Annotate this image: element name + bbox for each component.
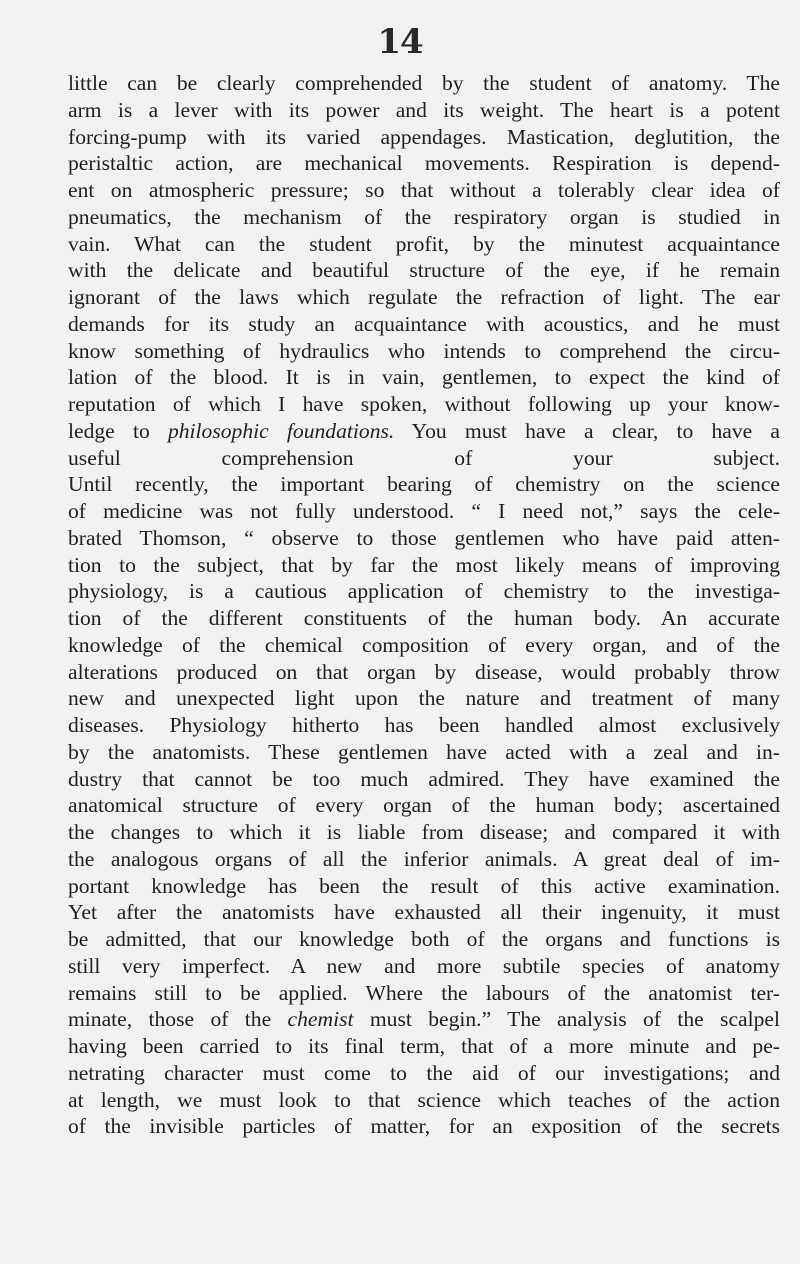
text-line: knowledge of the chemical composition of every organ, and of the bbox=[68, 632, 780, 657]
text-line: be admitted, that our knowledge both of the organs and functions is bbox=[68, 927, 780, 951]
text-line: demands for its study an acquaintance with acoustics, and he must bbox=[68, 311, 780, 336]
text-line: peristaltic action, are mechanical movements. Respiration is depend- bbox=[68, 151, 780, 176]
text-line: lation of the blood. It is in vain, gentlemen, to expect the kind of bbox=[68, 365, 780, 390]
italic-text: philosophic foundations. bbox=[167, 418, 395, 443]
text-line: tion of the different constituents of the human body. An accurate bbox=[68, 606, 780, 630]
text-line: tion to the subject, that by far the most likely means of improving bbox=[68, 552, 780, 577]
text-line: Until recently, the important bearing of chemistry on the science bbox=[68, 472, 780, 497]
text-line bbox=[68, 1006, 780, 1033]
text-line: new and unexpected light upon the nature and treatment of many bbox=[68, 686, 780, 711]
text-segment: minate, those of the bbox=[68, 1007, 288, 1032]
text-line: of the invisible particles of matter, for an exposition of the secrets bbox=[68, 1114, 780, 1139]
text-line: physiology, is a cautious application of chemistry to the investiga- bbox=[68, 579, 780, 604]
text-line: useful comprehension of your subject. bbox=[68, 445, 780, 470]
text-line: vain. What can the student profit, by the minutest acquaintance bbox=[68, 231, 780, 256]
text-line: brated Thomson, “ observe to those gentlemen who have paid atten- bbox=[68, 525, 780, 550]
italic-text: chemist bbox=[287, 1007, 354, 1032]
text-line: diseases. Physiology hitherto has been handled almost exclusively bbox=[68, 713, 780, 737]
text-line: at length, we must look to that science which teaches of the action bbox=[68, 1087, 780, 1112]
text-line: dustry that cannot be too much admired. They have examined the bbox=[68, 766, 780, 791]
text-line: having been carried to its final term, that of a more minute and pe- bbox=[68, 1034, 780, 1058]
text-line: little can be clearly comprehended by the student of anatomy. The bbox=[68, 71, 780, 95]
text-line: forcing-pump with its varied appendages. Mastication, deglutition, the bbox=[68, 124, 780, 149]
text-segment: must begin.” The analysis of the scalpel bbox=[353, 1007, 781, 1032]
text-line bbox=[68, 418, 780, 445]
text-line: arm is a lever with its power and its weight. The heart is a potent bbox=[68, 97, 780, 122]
text-line: still very imperfect. A new and more subtile species of anatomy bbox=[68, 953, 780, 978]
text-line: remains still to be applied. Where the labours of the anatomist ter- bbox=[68, 980, 780, 1005]
page-number: 14 bbox=[377, 22, 423, 62]
text-line: netrating character must come to the aid of our investigations; and bbox=[68, 1060, 780, 1085]
body-text bbox=[68, 70, 780, 1140]
text-line: of medicine was not fully understood. “ I need not,” says the cele- bbox=[68, 499, 780, 523]
text-segment: You must have a clear, to have a bbox=[394, 418, 781, 443]
text-line: anatomical structure of every organ of the human body; ascertained bbox=[68, 793, 780, 818]
text-segment: ledge to bbox=[68, 418, 168, 443]
text-line: know something of hydraulics who intends to comprehend the circu- bbox=[68, 338, 780, 363]
text-line: portant knowledge has been the result of this active examination. bbox=[68, 873, 780, 898]
text-line: Yet after the anatomists have exhausted all their ingenuity, it must bbox=[68, 900, 780, 925]
text-line: the changes to which it is liable from disease; and compared it with bbox=[68, 820, 780, 844]
text-line: the analogous organs of all the inferior animals. A great deal of im- bbox=[68, 846, 780, 871]
text-line: ignorant of the laws which regulate the refraction of light. The ear bbox=[68, 285, 780, 309]
text-line: with the delicate and beautiful structure of the eye, if he remain bbox=[68, 258, 780, 283]
text-line: ent on atmospheric pressure; so that without a tolerably clear idea of bbox=[68, 178, 780, 202]
text-line: alterations produced on that organ by disease, would probably throw bbox=[68, 659, 780, 684]
text-line: reputation of which I have spoken, without following up your know- bbox=[68, 392, 780, 416]
text-line: pneumatics, the mechanism of the respiratory organ is studied in bbox=[68, 204, 780, 229]
text-line: by the anatomists. These gentlemen have acted with a zeal and in- bbox=[68, 739, 780, 764]
